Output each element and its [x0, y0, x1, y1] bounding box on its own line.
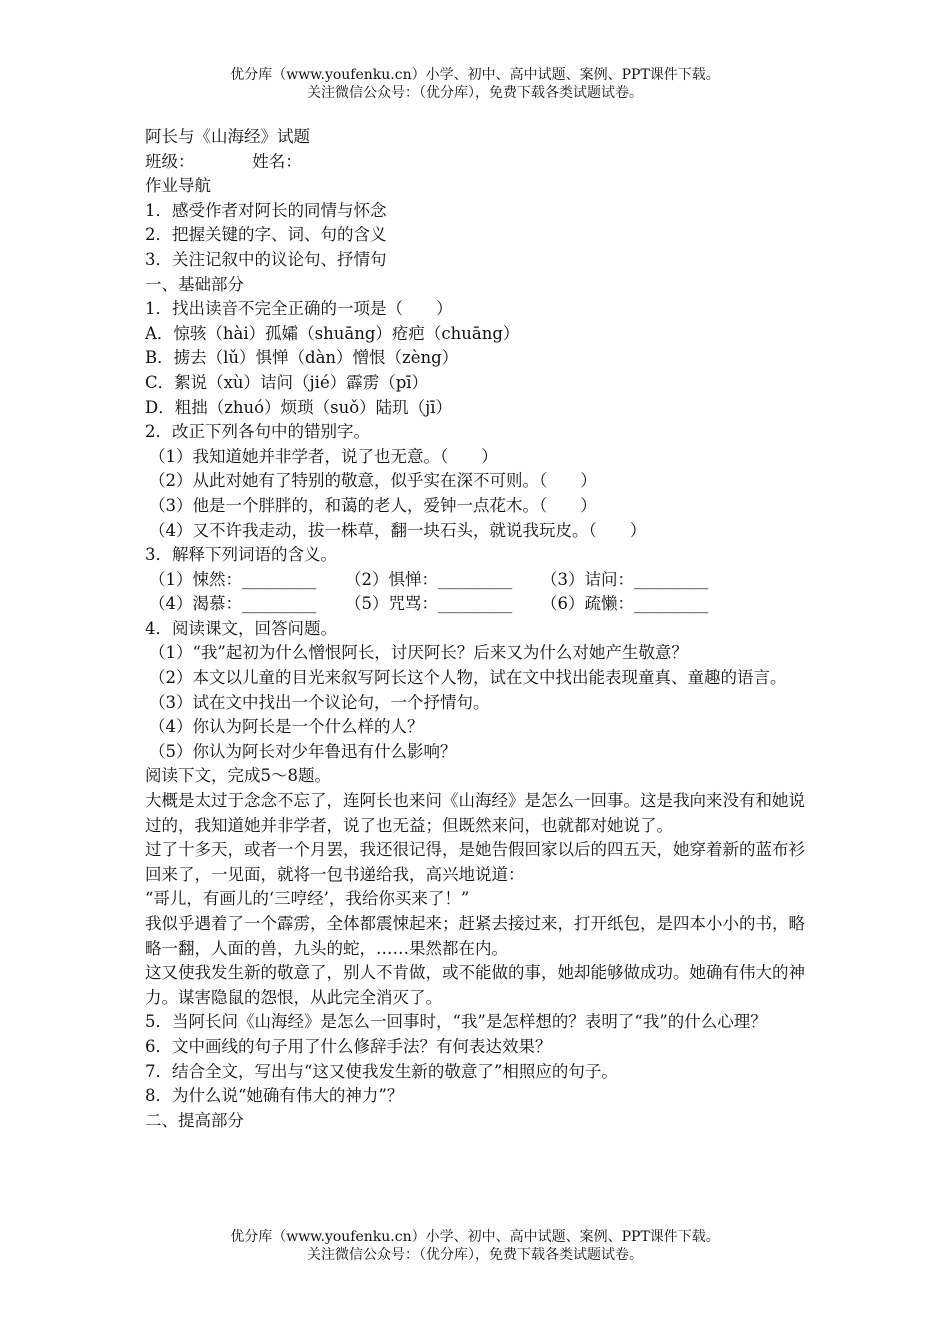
question-3-row — [145, 592, 810, 617]
question-6: 6．文中画线的句子用了什么修辞手法？有何表达效果？ — [145, 1036, 552, 1056]
question-7: 7．结合全文，写出与“这又使我发生新的敬意了”相照应的句子。 — [145, 1061, 618, 1081]
page-header — [0, 66, 950, 102]
document-body — [145, 125, 810, 1133]
question-8: 8．为什么说“她确有伟大的神力”？ — [145, 1086, 404, 1106]
question-4-item: （5）你认为阿长对少年鲁迅有什么影响？ — [149, 741, 457, 761]
question-3-item: （4）渴慕：_________ — [149, 594, 317, 614]
question-3-stem: 3．解释下列词语的含义。 — [145, 545, 337, 565]
header-line-2: 关注微信公众号：（优分库），免费下载各类试题试卷。 — [307, 85, 643, 101]
question-2-item: （4）又不许我走动，拔一株草，翻一块石头，就说我玩皮。（ ） — [149, 520, 647, 540]
footer-line-2: 关注微信公众号：（优分库），免费下载各类试题试卷。 — [307, 1247, 643, 1263]
question-3-item: （6）疏懒：_________ — [541, 594, 709, 614]
reading-intro: 阅读下文，完成5～8题。 — [145, 766, 331, 786]
doc-title: 阿长与《山海经》试题 — [145, 127, 310, 146]
part2-title: 二、提高部分 — [145, 1110, 244, 1130]
question-1-stem: 1．找出读音不完全正确的一项是（ ） — [145, 299, 453, 319]
question-2-item: （3）他是一个胖胖的，和蔼的老人，爱钟一点花木。（ ） — [149, 495, 597, 515]
question-4-item: （3）试在文中找出一个议论句，一个抒情句。 — [149, 692, 490, 712]
question-2-stem: 2．改正下列各句中的错别字。 — [145, 422, 370, 442]
question-4-stem: 4．阅读课文，回答问题。 — [145, 618, 337, 638]
guide-item: 3．关注记叙中的议论句、抒情句 — [145, 249, 387, 269]
question-3-item: （1）悚然：_________ — [149, 569, 317, 589]
guide-item: 1．感受作者对阿长的同情与怀念 — [145, 200, 387, 220]
page-footer — [0, 1228, 950, 1264]
passage-paragraph: 大概是太过于念念不忘了，连阿长也来问《山海经》是怎么一回事。这是我向来没有和她说过的，我知道她并非学者，说了也无益；但既然来问，也就都对她说了。 — [145, 791, 805, 835]
question-4-item: （1）“我”起初为什么憎恨阿长，讨厌阿长？后来又为什么对她产生敬意？ — [149, 643, 688, 663]
question-1-option: B．掳去（lǔ）惧惮（dàn）憎恨（zèng） — [145, 348, 459, 368]
passage-paragraph: “哥儿，有画儿的‘三哼经’，我给你买来了！” — [145, 889, 470, 909]
guide-item: 2．把握关键的字、词、句的含义 — [145, 225, 387, 245]
guide-title: 作业导航 — [145, 176, 211, 196]
header-line-1: 优分库（www.youfenku.cn）小学、初中、高中试题、案例、PPT课件下载。 — [230, 67, 720, 83]
question-1-option: C．絮说（xù）诘问（jié）霹雳（pī） — [145, 372, 429, 392]
question-3-item: （3）诘问：_________ — [541, 569, 709, 589]
question-3-row — [145, 568, 810, 593]
question-4-item: （4）你认为阿长是一个什么样的人？ — [149, 717, 424, 737]
class-name-line: 班级： 姓名： — [145, 151, 302, 171]
passage-paragraph: 我似乎遇着了一个霹雳，全体都震悚起来；赶紧去接过来，打开纸包，是四本小小的书，略略一翻，人面的兽，九头的蛇，……果然都在内。 — [145, 914, 805, 958]
question-2-item: （1）我知道她并非学者，说了也无意。（ ） — [149, 446, 498, 466]
footer-line-1: 优分库（www.youfenku.cn）小学、初中、高中试题、案例、PPT课件下载。 — [230, 1229, 720, 1245]
passage-paragraph: 过了十多天，或者一个月罢，我还很记得，是她告假回家以后的四五天，她穿着新的蓝布衫回来了，一见面，就将一包书递给我，高兴地说道： — [145, 840, 805, 884]
part1-title: 一、基础部分 — [145, 274, 244, 294]
question-5: 5．当阿长问《山海经》是怎么一回事时，“我”是怎样想的？表明了“我”的什么心理？ — [145, 1012, 767, 1032]
question-1-option: A．惊骇（hài）孤孀（shuāng）疮疤（chuāng） — [145, 323, 520, 343]
question-3-item: （5）咒骂：_________ — [345, 594, 513, 614]
question-1-option: D．粗拙（zhuó）烦琐（suǒ）陆玑（jī） — [145, 397, 453, 417]
question-4-item: （2）本文以儿童的目光来叙写阿长这个人物，试在文中找出能表现童真、童趣的语言。 — [149, 668, 787, 688]
question-3-item: （2）惧惮：_________ — [345, 569, 513, 589]
passage-paragraph: 这又使我发生新的敬意了，别人不肯做，或不能做的事，她却能够做成功。她确有伟大的神力。谋害隐鼠的怨恨，从此完全消灭了。 — [145, 963, 805, 1007]
question-2-item: （2）从此对她有了特别的敬意，似乎实在深不可则。（ ） — [149, 471, 597, 491]
